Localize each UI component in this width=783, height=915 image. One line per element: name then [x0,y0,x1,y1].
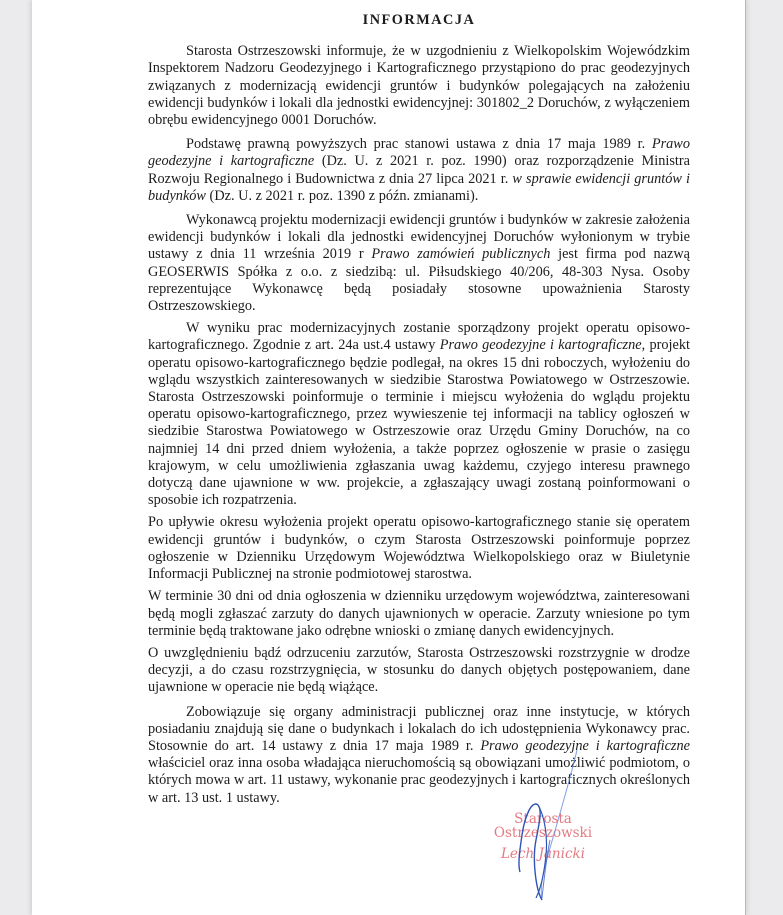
law-title: Prawo geodezyjne i kartograficzne [148,136,690,170]
paragraph-objections-decision: O uwzględnieniu bądź odrzuceniu zarzutów, Starosta Ostrzeszowski rozstrzygnie w drodze decyzji, a do czasu rozstrzygnięcia, w stosunku do danych objętych postępowaniem, dane ujawnione w operacie nie będą wiążące. [148,644,690,696]
paragraph-objections-deadline: W terminie 30 dni od dnia ogłoszenia w dzienniku urzędowym województwa, zainteresowani będą mogli zgłaszać zarzuty do danych ujawnionych w operacie. Zarzuty wniesione po tym terminie będą traktowane jako odrębne wnioski o zmianę danych ewidencyjnych. [148,588,690,639]
handwritten-signature [470,740,650,915]
stamp-title-line1: Starosta [514,811,572,827]
paragraph-after-exposure: Po upływie okresu wyłożenia projekt operatu opisowo-kartograficznego stanie się operatem ewidencji gruntów i budynków, o czym Starosta Ostrzeszowski poinformuje poprzez ogłoszenie w Dzienniku Urzędowym Województwa Wielkopolskiego oraz w Biuletynie Informacji Publicznej na stronie podmiotowej starostwa. [148,514,690,583]
paragraph-contractor: Wykonawcą projektu modernizacji ewidencji gruntów i budynków w zakresie założenia ewidencji budynków i lokali dla jednostki ewidencyjnej Doruchów wyłonionym w trybie ustawy z dnia 11 września 2019 r Prawo zamówień publicznych jest firma pod nazwą GEOSERWIS Spółka z o.o. z siedzibą: ul. Piłsudskiego 40/206, 48-303 Nysa. Osoby reprezentujące Wykonawcę będą posiadały stosowne upoważnienia Starosty Ostrzeszowskiego. [148,212,690,315]
law-title: Prawo geodezyjne i kartograficzne [480,737,690,754]
paragraph-project-exposure: W wyniku prac modernizacyjnych zostanie sporządzony projekt operatu opisowo-kartograficznego. Zgodnie z art. 24a ust.4 ustawy Prawo geodezyjne i kartograficzne, projekt operatu opisowo-kartograficznego będzie podlegał, na okres 15 dni roboczych, wyłożeniu do wglądu wszystkich zainteresowanych w siedzibie Starostwa Powiatowego w Ostrzeszowie. Starosta Ostrzeszowski poinformuje o terminie i miejscu wyłożenia do wglądu projektu operatu opisowo-kartograficznego, przez wywieszenie tej informacji na tablicy ogłoszeń w siedzibie Starostwa Powiatowego w Ostrzeszowie oraz Urzędu Gminy Doruchów, na co najmniej 14 dni przed dniem wyłożenia, a także poprzez ogłoszenie w prasie o zasięgu krajowym, w celu umożliwienia zgłaszania uwag każdemu, czyjego interesu prawnego dotyczą dane ujawnione w ww. projekcie, a zgłaszający uwagi zostaną poinformowani o sposobie ich rozpatrzenia. [148,320,690,509]
signature-icon [470,740,650,915]
paragraph-intro: Starosta Ostrzeszowski informuje, że w uzgodnieniu z Wielkopolskim Wojewódzkim Inspektorem Nadzoru Geodezyjnego i Kartograficznego przystąpiono do prac geodezyjnych związanych z modernizacją ewidencji gruntów i budynków polegających na założeniu ewidencji budynków i lokali dla jednostki ewidencyjnej: 301802_2 Doruchów, z wyłączeniem obrębu ewidencyjnego 0001 Doruchów. [148,43,690,129]
law-title: Prawo zamówień publicznych [371,246,551,263]
paragraph-obligations: Zobowiązuje się organy administracji publicznej oraz inne instytucje, w których posiadaniu znajdują się dane o budynkach i lokalach do ich udostępnienia Wykonawcy prac. Stosownie do art. 14 ustawy z dnia 17 maja 1989 r. Prawo geodezyjne i kartograficzne właściciel oraz inna osoba władająca nieruchomością są obowiązani umożliwić podmiotom, o których mowa w art. 11 ustawy, wykonanie prac geodezyjnych i kartograficznych określonych w art. 13 ust. 1 ustawy. [148,703,690,806]
regulation-title: w sprawie ewidencji gruntów i budynków [148,170,690,204]
paragraph-legal-basis: Podstawę prawną powyższych prac stanowi ustawa z dnia 17 maja 1989 r. Prawo geodezyjne i kartograficzne (Dz. U. z 2021 r. poz. 1990) oraz rozporządzenie Ministra Rozwoju Regionalnego i Budownictwa z dnia 27 lipca 2021 r. w sprawie ewidencji gruntów i budynków (Dz. U. z 2021 r. poz. 1390 z późn. zmianami). [148,136,690,204]
document-content [148,8,690,807]
stamp-name: Lech Janicki [500,846,586,862]
law-title: Prawo geodezyjne i kartograficzne [439,337,642,354]
document-title: INFORMACJA [362,12,476,28]
stamp-title-line2: Ostrzeszowski [493,825,593,841]
